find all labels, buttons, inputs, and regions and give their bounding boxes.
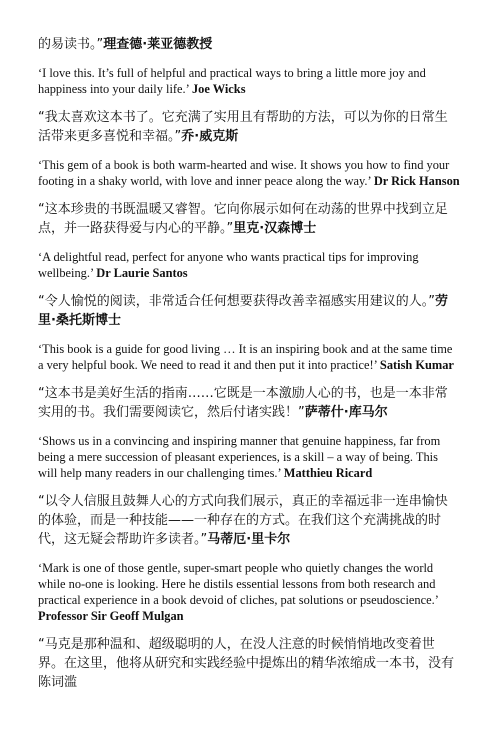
quote-author: 马蒂厄·里卡尔 [207, 532, 291, 547]
quote-text: “这本珍贵的书既温暖又睿智。它向你展示如何在动荡的世界中找到立足点，并一路获得爱与内心的平静。” [38, 202, 448, 236]
quote-zh-3 [38, 200, 460, 238]
quote-zh-4 [38, 292, 460, 330]
quote-en-2 [38, 157, 460, 189]
quote-author: Professor Sir Geoff Mulgan [38, 609, 184, 623]
quote-author: 里克·汉森博士 [233, 221, 317, 236]
quote-text: ‘This gem of a book is both warm-hearted and wise. It shows you how to find your footing in a shaky world, with love and inner peace along the way.’ [38, 158, 450, 188]
quote-text: ‘A delightful read, perfect for anyone who wants practical tips for improving wellbeing.’ [38, 250, 419, 280]
quote-text: ‘I love this. It’s full of helpful and practical ways to bring a little more joy and happiness into your daily life.’ [38, 66, 426, 96]
quote-en-3 [38, 249, 460, 281]
quote-en-1 [38, 65, 460, 97]
quote-author: Matthieu Ricard [283, 466, 373, 480]
quote-zh-1 [38, 35, 460, 54]
quote-zh-6 [38, 492, 460, 549]
quote-author: 理查德·莱亚德教授 [103, 37, 213, 52]
quote-author: Dr Laurie Santos [96, 266, 188, 280]
quote-author: Joe Wicks [191, 82, 246, 96]
quote-en-5 [38, 433, 460, 481]
quote-author: 劳里·桑托斯博士 [38, 294, 448, 328]
quote-zh-5 [38, 384, 460, 422]
quote-author: Dr Rick Hanson [373, 174, 460, 188]
quote-en-6 [38, 560, 460, 624]
quote-text: ‘Shows us in a convincing and inspiring manner that genuine happiness, far from being a mere succession of pleasant experiences, is a skill – a way of being. This will help many readers in our challenging times.’ [38, 434, 441, 480]
quote-author: Satish Kumar [379, 358, 454, 372]
quote-text: ‘Mark is one of those gentle, super-smart people who quietly changes the world while no-one is looking. Here he distils essential lessons from both research and practical experience in a book devoid of cliches, pat solutions or pseudoscience.’ [38, 561, 438, 607]
quote-zh-7 [38, 635, 460, 692]
quote-text: “令人愉悦的阅读，非常适合任何想要获得改善幸福感实用建议的人。” [38, 294, 435, 309]
quote-text: “马克是那种温和、超级聪明的人，在没人注意的时候悄悄地改变着世界。在这里，他将从研究和实践经验中提炼出的精华浓缩成一本书，没有陈词滥 [38, 637, 455, 690]
page [0, 35, 500, 741]
quote-text: 的易读书。” [38, 37, 104, 52]
quote-text: “以令人信服且鼓舞人心的方式向我们展示，真正的幸福远非一连串愉快的体验，而是一种技能——一种存在的方式。在我们这个充满挑战的时代，这无疑会帮助许多读者。” [38, 494, 448, 547]
quote-text: “这本书是美好生活的指南……它既是一本激励人心的书，也是一本非常实用的书。我们需要阅读它，然后付诸实践！” [38, 386, 448, 420]
quote-text: ‘This book is a guide for good living … It is an inspiring book and at the same time a very helpful book. We need to read it and then put it into practice!’ [38, 342, 453, 372]
quote-author: 乔·威克斯 [181, 129, 239, 144]
quote-en-4 [38, 341, 460, 373]
quote-text: “我太喜欢这本书了。它充满了实用且有帮助的方法，可以为你的日常生活带来更多喜悦和幸福。” [38, 110, 448, 144]
quote-author: 萨蒂什·库马尔 [304, 405, 388, 420]
quote-zh-2 [38, 108, 460, 146]
